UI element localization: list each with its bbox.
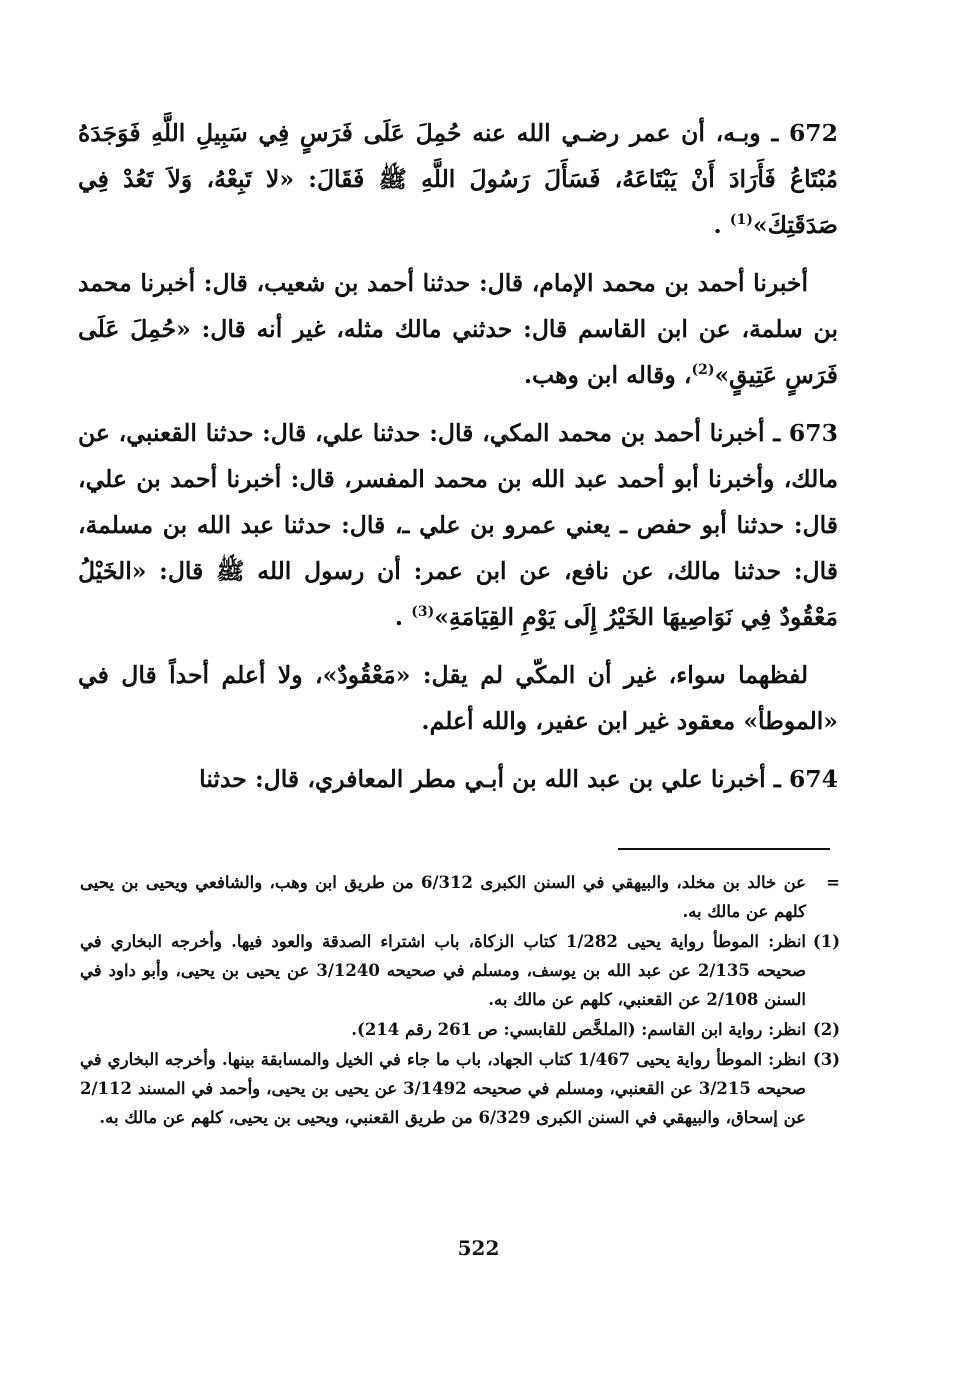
footnote-text: انظر: الموطأ رواية يحيى 1/282 كتاب الزكاة، باب اشتراء الصدقة والعود فيها. وأخرجه البخاري في صحيحه 2/135 عن عبد الله بن يوسف، ومسلم في صحيحه 3/1240 عن يحيى بن يحيى، وأبو داود في السنن 2/108 عن القعنبي، كلهم عن مالك به. [80,932,807,1009]
paragraph-end: ، وقاله ابن وهب. [523,361,692,389]
footnote-continuation [80,868,840,926]
paragraph-end: . [713,211,722,239]
footnote-mark: = [826,873,840,892]
page-number: 522 [457,1236,500,1260]
hadith-number: 672 ـ [771,119,838,147]
paragraph-672 [78,110,838,248]
paragraph-674 [78,756,838,802]
paragraph-text: أخبرنا أحمد بن محمد المكي، قال: حدثنا علي، قال: حدثنا القعنبي، عن مالك، وأخبرنا أبو أحمد عبد الله بن محمد المفسر، قال: أخبرنا أحمد بن علي، قال: حدثنا أبو حفص ـ يعني عمرو بن علي ـ، قال: حدثنا عبد الله بن مسلمة، قال: حدثنا مالك، عن نافع، عن ابن عمر: أن رسول الله ﷺ قال: «الخَيْلُ مَعْقُودٌ فِي نَوَاصِيهَا الخَيْرُ إِلَى يَوْمِ القِيَامَةِ» [78,419,838,631]
paragraph-comment [78,652,838,744]
main-text [78,110,838,814]
footnote-separator [618,848,830,850]
footnote-text: انظر: الموطأ رواية يحيى 1/467 كتاب الجهاد، باب ما جاء في الخيل والمسابقة بينها. وأخرجه البخاري في صحيحه 3/215 عن القعنبي، ومسلم في صحيحه 3/1492 عن يحيى بن يحيى، وأحمد في المسند 2/112 عن إسحاق، والبيهقي في السنن الكبرى 6/329 من طريق القعنبي، ويحيى بن يحيى، كلهم عن مالك به. [80,1050,806,1127]
paragraph-isnad [78,260,838,398]
footnote-ref: (1) [729,212,753,229]
footnote-mark: (1) [812,932,840,951]
footnote-1 [80,927,840,1014]
hadith-number: 673 ـ [773,419,838,447]
footnote-mark: (2) [812,1020,840,1039]
footnote-ref: (3) [411,604,435,621]
paragraph-end: . [394,603,404,631]
footnote-text: انظر: رواية ابن القاسم: (الملخَّص للقابسي: ص 261 رقم 214). [351,1020,806,1039]
footnote-2 [80,1015,840,1044]
paragraph-text: وبـه، أن عمر رضـي الله عنه حُمِلَ عَلَى فَرَسٍ فِي سَبِيلِ اللَّهِ فَوَجَدَهُ مُبْتَاعُ فَأَرَادَ أَنْ يَبْتَاعَهُ، فَسَأَلَ رَسُولَ اللَّهِ ﷺ فَقَالَ: «لا تَبِعْهُ، وَلاَ تَعُدْ فِي صَدَقَتِكَ» [78,119,838,239]
paragraph-text: لفظهما سواء، غير أن المكّي لم يقل: «مَعْقُودٌ»، ولا أعلم أحداً قال في «الموطأ» معقود غير ابن عفير، والله أعلم. [78,661,838,735]
paragraph-673 [78,410,838,640]
footnote-ref: (2) [691,362,715,379]
paragraph-text: أخبرنا أحمد بن محمد الإمام، قال: حدثنا أحمد بن شعيب، قال: أخبرنا محمد بن سلمة، عن ابن القاسم قال: حدثني مالك مثله، غير أنه قال: «حُمِلَ عَلَى فَرَسٍ عَتِيقٍ» [78,269,838,389]
footnote-mark: (3) [812,1050,840,1069]
footnote-3 [80,1045,840,1132]
footnotes [80,868,840,1133]
hadith-number: 674 ـ [773,765,838,793]
paragraph-text: أخبرنا علي بن عبد الله بن أبـي مطر المعافري، قال: حدثنا [199,765,766,793]
footnote-text: عن خالد بن مخلد، والبيهقي في السنن الكبرى 6/312 من طريق ابن وهب، والشافعي ويحيى بن يحيى كلهم عن مالك به. [80,873,807,921]
